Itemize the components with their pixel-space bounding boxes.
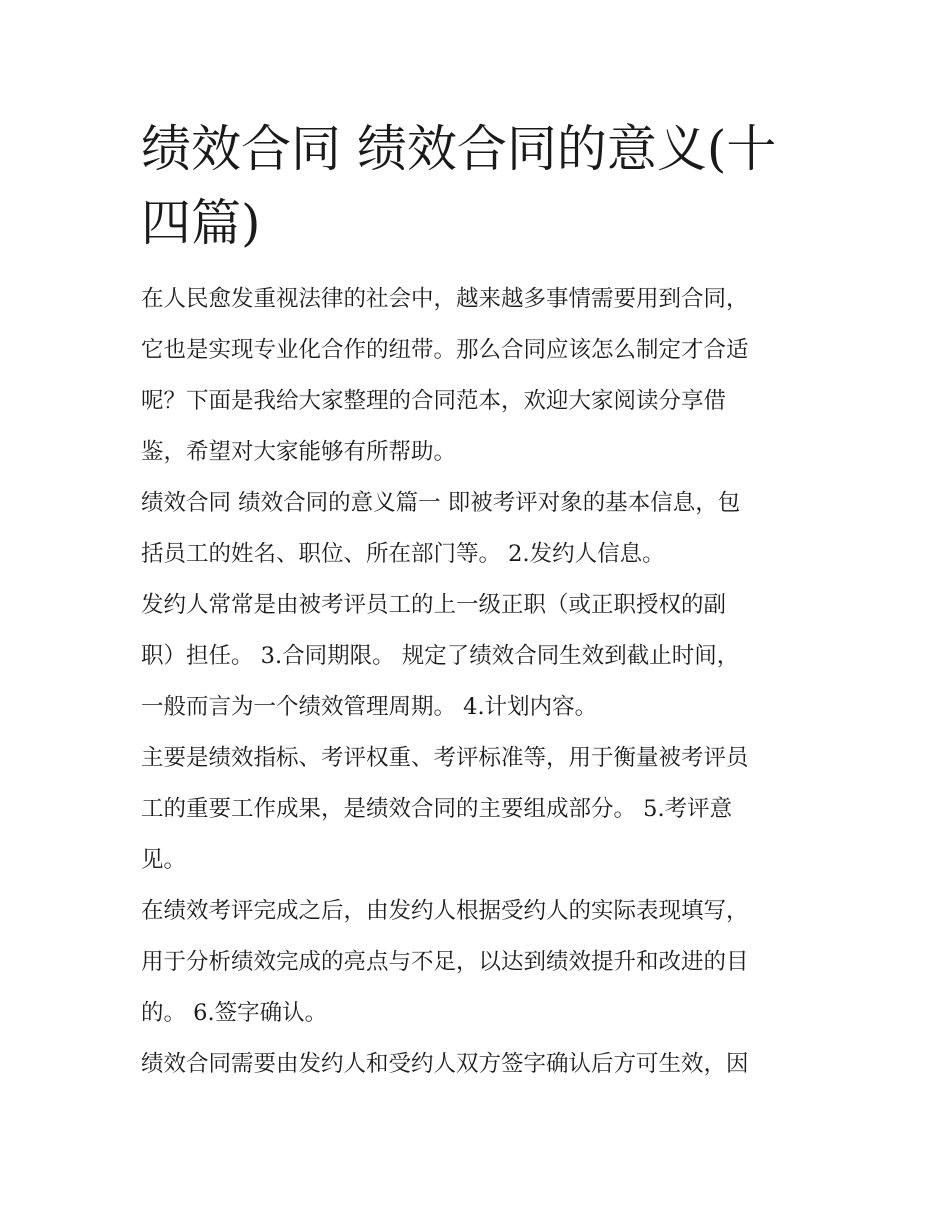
- text-line: 绩效合同需要由发约人和受约人双方签字确认后方可生效，因: [141, 1051, 749, 1077]
- paragraph: [141, 478, 809, 580]
- document-title: [141, 112, 801, 260]
- document-body: [141, 274, 809, 1090]
- text-line: 在绩效考评完成之后，由发约人根据受约人的实际表现填写，: [141, 898, 749, 924]
- title-line: 四篇): [141, 194, 261, 252]
- paragraph: [141, 1039, 809, 1090]
- text-line: 发约人常常是由被考评员工的上一级正职（或正职授权的副: [141, 592, 727, 618]
- text-line: 主要是绩效指标、考评权重、考评标准等，用于衡量被考评员: [141, 745, 749, 771]
- text-line: 的。 6.签字确认。: [141, 1000, 328, 1026]
- text-line: 在人民愈发重视法律的社会中，越来越多事情需要用到合同，: [141, 286, 749, 312]
- text-line: 呢？下面是我给大家整理的合同范本，欢迎大家阅读分享借: [141, 388, 727, 414]
- text-line: 见。: [141, 847, 187, 873]
- paragraph: [141, 580, 809, 733]
- text-line: 它也是实现专业化合作的纽带。那么合同应该怎么制定才合适: [141, 337, 749, 363]
- text-line: 一般而言为一个绩效管理周期。 4.计划内容。: [141, 694, 598, 720]
- text-line: 鉴，希望对大家能够有所帮助。: [141, 439, 457, 465]
- paragraph: [141, 733, 809, 886]
- text-line: 工的重要工作成果，是绩效合同的主要组成部分。 5.考评意: [141, 796, 733, 822]
- text-line: 括员工的姓名、职位、所在部门等。 2.发约人信息。: [141, 541, 665, 567]
- paragraph: [141, 274, 809, 478]
- paragraph: [141, 886, 809, 1039]
- title-line: 绩效合同 绩效合同的意义(十: [141, 120, 777, 178]
- text-line: 用于分析绩效完成的亮点与不足，以达到绩效提升和改进的目: [141, 949, 749, 975]
- text-line: 绩效合同 绩效合同的意义篇一 即被考评对象的基本信息，包: [141, 490, 741, 516]
- text-line: 职）担任。 3.合同期限。 规定了绩效合同生效到截止时间，: [141, 643, 740, 669]
